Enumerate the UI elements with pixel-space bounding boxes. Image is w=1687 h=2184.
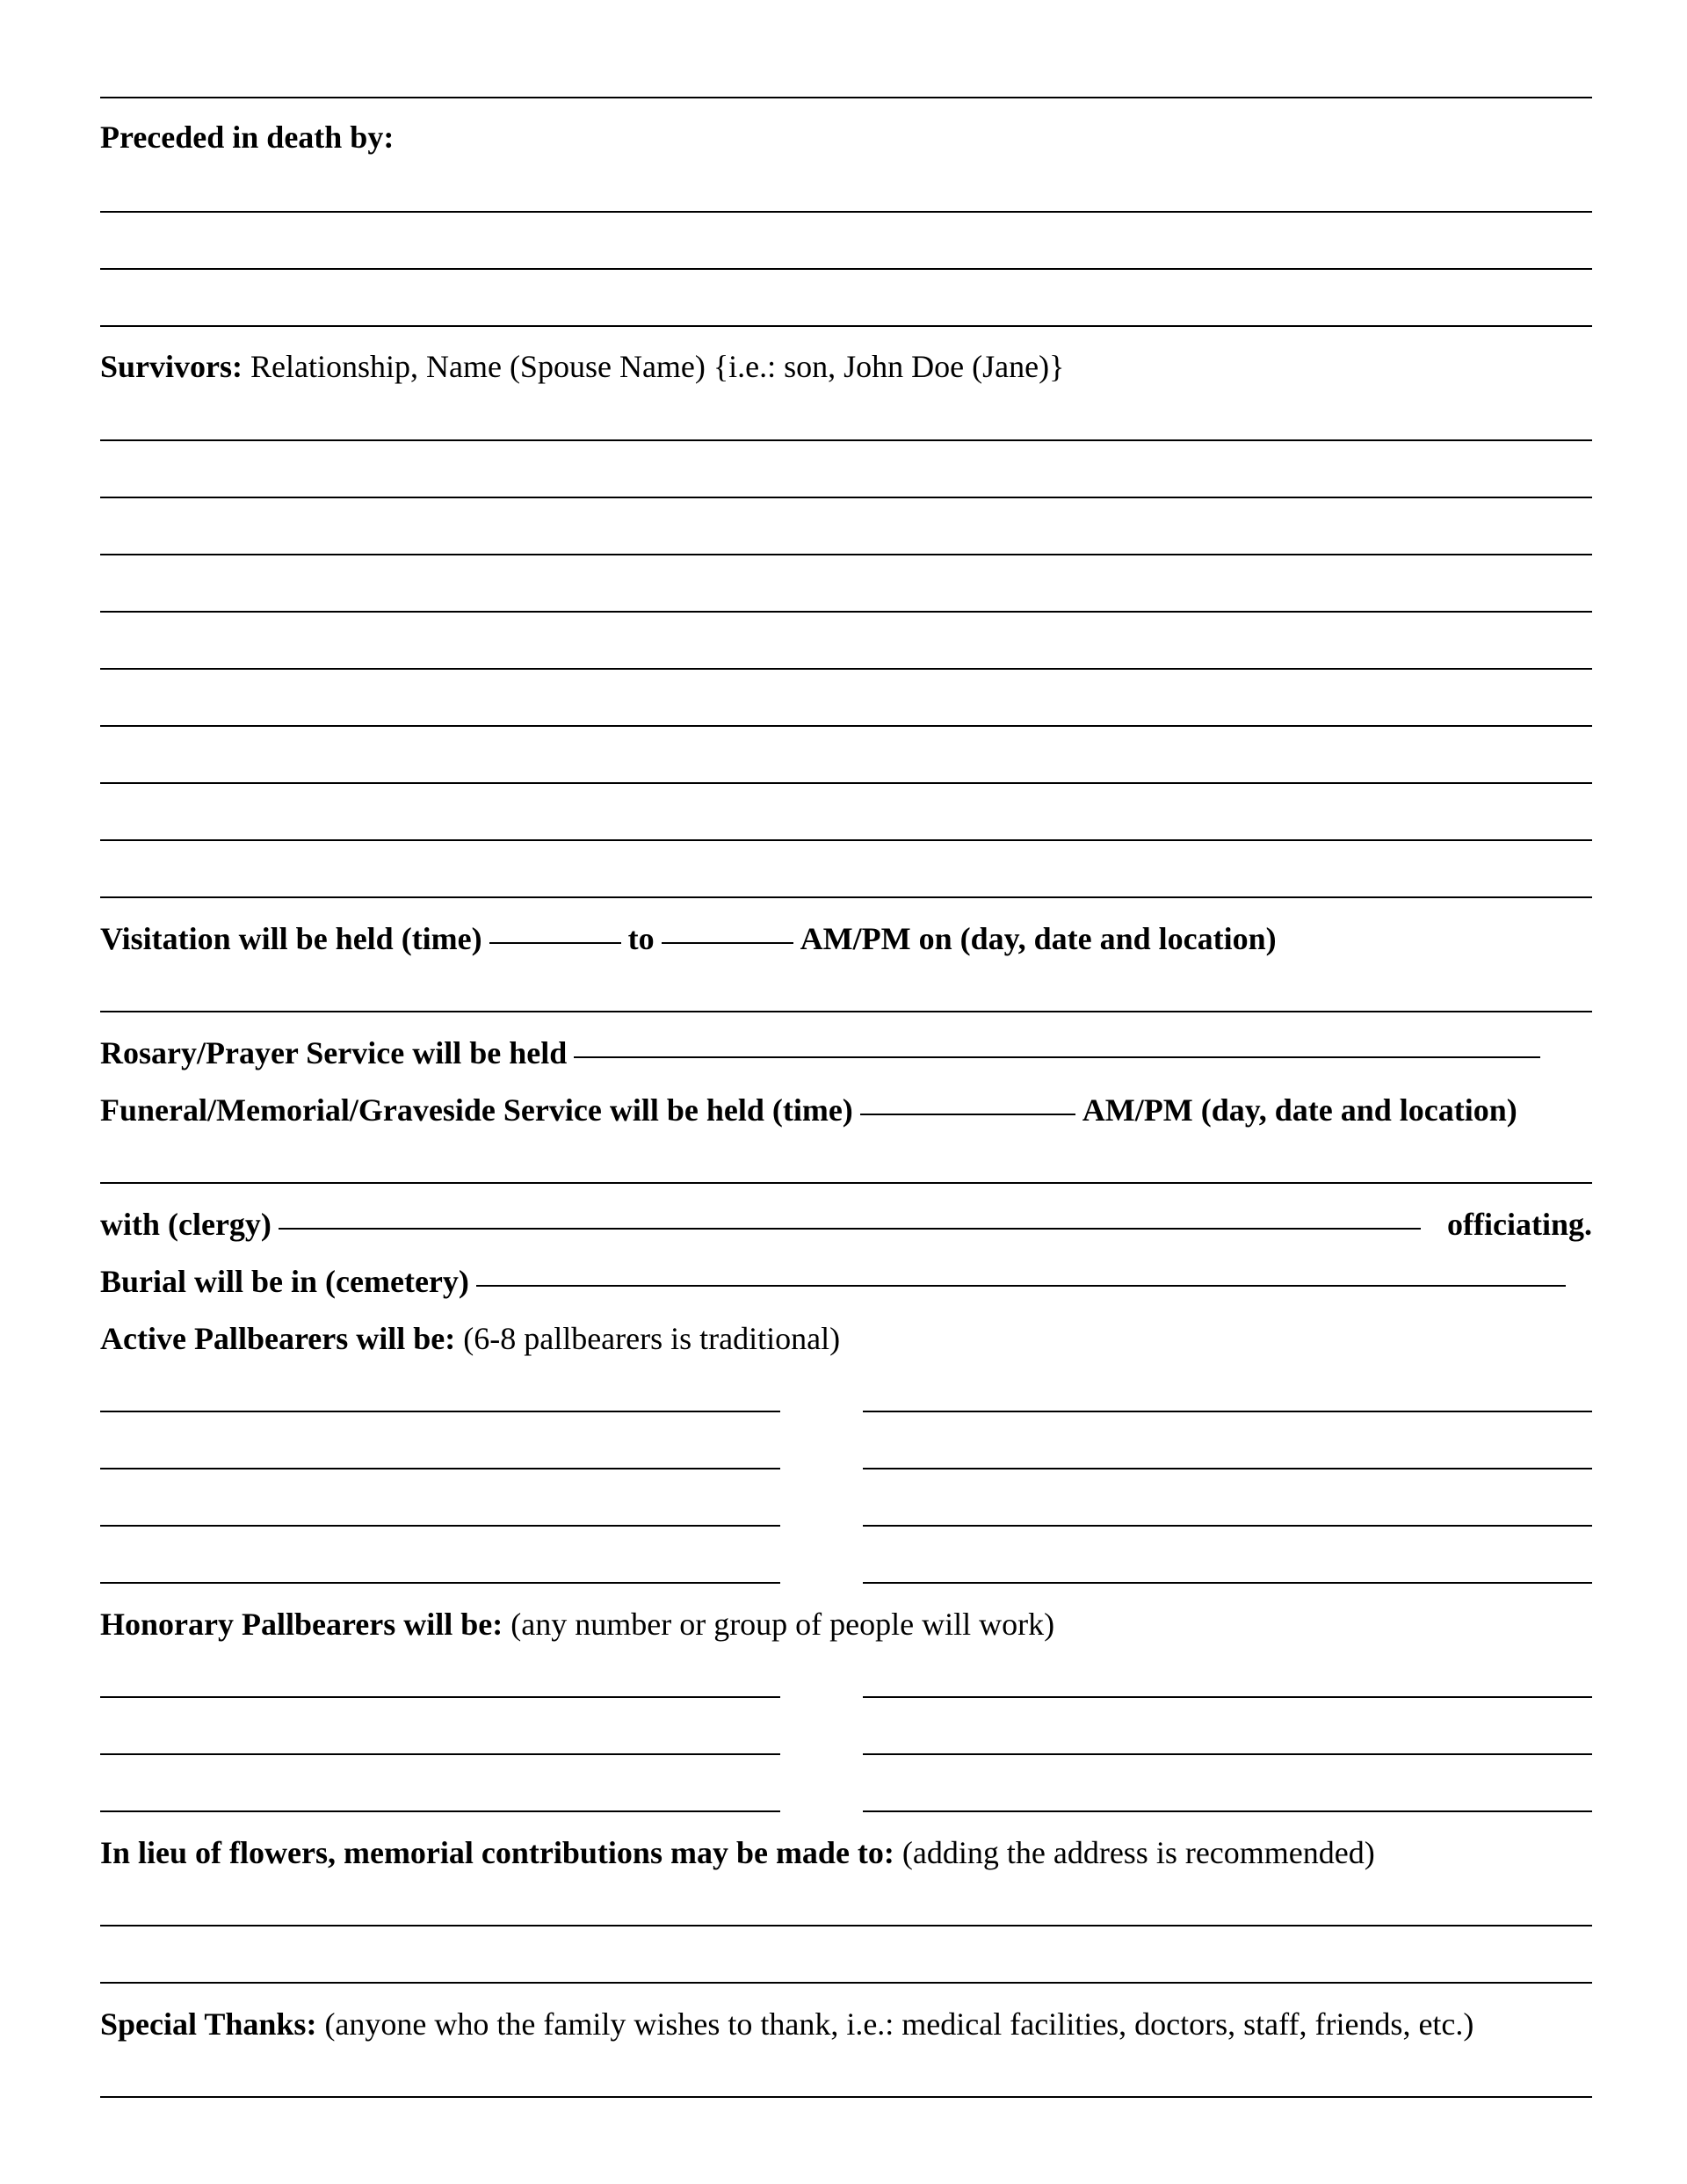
burial-field[interactable] — [476, 1285, 1566, 1287]
thanks-heading — [100, 2005, 1473, 2043]
active-pallbearer-line-8[interactable] — [863, 1582, 1592, 1584]
clergy-label: with (clergy) — [100, 1207, 272, 1242]
memorial-label: In lieu of flowers, memorial contributions may be made to: — [100, 1835, 894, 1870]
visitation-text-1: Visitation will be held (time) — [100, 921, 482, 956]
clergy-row — [100, 1205, 1428, 1244]
preceded-line-1[interactable] — [100, 211, 1592, 213]
funeral-row — [100, 1091, 1517, 1129]
visitation-text-2: to — [627, 921, 655, 956]
preceded-line-3[interactable] — [100, 325, 1592, 327]
rosary-field[interactable] — [574, 1056, 1540, 1058]
active-pallbearer-line-4[interactable] — [863, 1468, 1592, 1469]
rosary-label: Rosary/Prayer Service will be held — [100, 1035, 568, 1070]
memorial-heading — [100, 1833, 1375, 1872]
thanks-label: Special Thanks: — [100, 2006, 317, 2042]
honorary-pallbearers-label: Honorary Pallbearers will be: — [100, 1607, 503, 1642]
visitation-location-line[interactable] — [100, 1011, 1592, 1012]
active-pallbearers-label: Active Pallbearers will be: — [100, 1321, 456, 1356]
active-pallbearers-heading — [100, 1319, 840, 1358]
honorary-pallbearers-heading — [100, 1605, 1054, 1643]
honorary-pallbearer-line-5[interactable] — [100, 1810, 780, 1812]
survivors-line-7[interactable] — [100, 782, 1592, 784]
visitation-start-time-field[interactable] — [489, 942, 621, 944]
memorial-line-1[interactable] — [100, 1925, 1592, 1926]
memorial-line-2[interactable] — [100, 1982, 1592, 1984]
clergy-suffix: officiating. — [1447, 1207, 1592, 1242]
survivors-line-1[interactable] — [100, 439, 1592, 441]
rosary-row — [100, 1034, 1547, 1072]
funeral-location-line[interactable] — [100, 1182, 1592, 1184]
active-pallbearer-line-1[interactable] — [100, 1411, 780, 1412]
thanks-hint: (anyone who the family wishes to thank, i.e.: medical facilities, doctors, staff, friends, etc.) — [316, 2006, 1474, 2042]
clergy-field[interactable] — [279, 1228, 1421, 1230]
honorary-pallbearer-line-4[interactable] — [863, 1753, 1592, 1755]
honorary-pallbearer-line-6[interactable] — [863, 1810, 1592, 1812]
survivors-line-6[interactable] — [100, 725, 1592, 727]
survivors-heading — [100, 347, 1064, 386]
preceded-label: Preceded in death by: — [100, 120, 395, 155]
burial-row — [100, 1262, 1573, 1301]
active-pallbearer-line-5[interactable] — [100, 1525, 780, 1527]
funeral-time-field[interactable] — [860, 1114, 1075, 1115]
memorial-hint: (adding the address is recommended) — [894, 1835, 1375, 1870]
survivors-hint: Relationship, Name (Spouse Name) {i.e.: son, John Doe (Jane)} — [243, 349, 1065, 384]
survivors-label: Survivors: — [100, 349, 243, 384]
survivors-line-3[interactable] — [100, 554, 1592, 555]
active-pallbearer-line-3[interactable] — [100, 1468, 780, 1469]
preceded-line-2[interactable] — [100, 268, 1592, 270]
top-rule[interactable] — [100, 97, 1592, 98]
active-pallbearers-hint: (6-8 pallbearers is traditional) — [455, 1321, 841, 1356]
honorary-pallbearer-line-1[interactable] — [100, 1696, 780, 1698]
honorary-pallbearer-line-2[interactable] — [863, 1696, 1592, 1698]
visitation-end-time-field[interactable] — [662, 942, 793, 944]
honorary-pallbearers-hint: (any number or group of people will work) — [503, 1607, 1055, 1642]
visitation-text-3: AM/PM on (day, date and location) — [800, 921, 1277, 956]
active-pallbearer-line-6[interactable] — [863, 1525, 1592, 1527]
survivors-line-2[interactable] — [100, 497, 1592, 498]
burial-label: Burial will be in (cemetery) — [100, 1264, 469, 1299]
thanks-line-1[interactable] — [100, 2096, 1592, 2098]
survivors-line-5[interactable] — [100, 668, 1592, 670]
active-pallbearer-line-7[interactable] — [100, 1582, 780, 1584]
survivors-line-8[interactable] — [100, 839, 1592, 841]
honorary-pallbearer-line-3[interactable] — [100, 1753, 780, 1755]
funeral-text-1: Funeral/Memorial/Graveside Service will be held (time) — [100, 1092, 853, 1128]
survivors-line-4[interactable] — [100, 611, 1592, 613]
survivors-line-9[interactable] — [100, 896, 1592, 898]
visitation-row — [100, 919, 1277, 958]
funeral-text-2: AM/PM (day, date and location) — [1082, 1092, 1517, 1128]
active-pallbearer-line-2[interactable] — [863, 1411, 1592, 1412]
